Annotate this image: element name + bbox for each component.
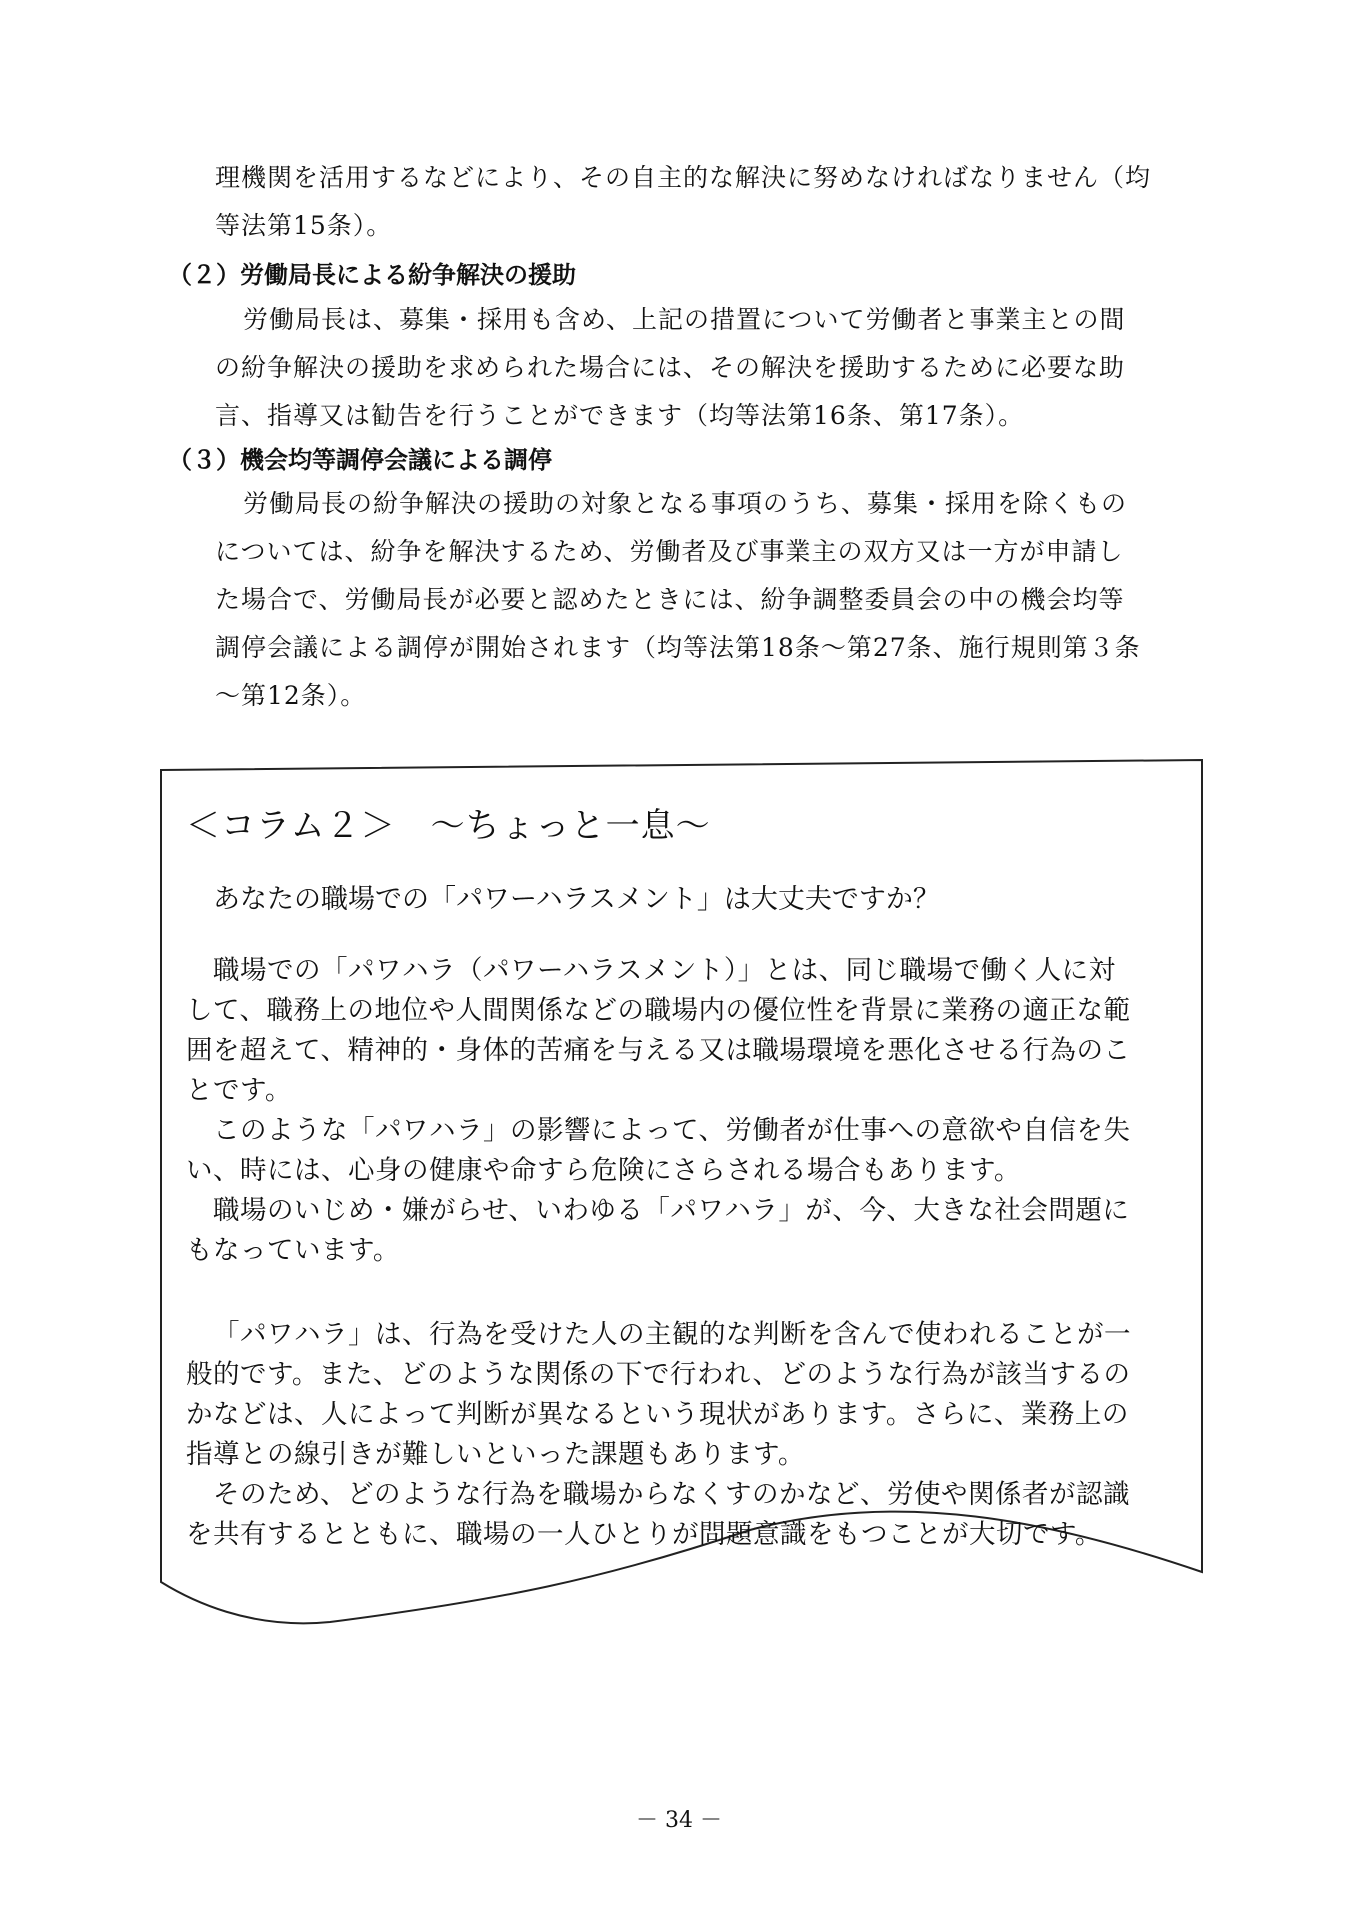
column-line: 指導との線引きが難しいといった課題もあります。 xyxy=(186,1439,805,1470)
column-line: そのため、どのような行為を職場からなくすのかなど、労使や関係者が認識 xyxy=(213,1479,1130,1510)
column-line: このような「パワハラ」の影響によって、労働者が仕事への意欲や自信を失 xyxy=(213,1115,1131,1146)
column-line: かなどは、人によって判断が異なるという現状があります。さらに、業務上の xyxy=(186,1399,1129,1430)
column-line: 職場のいじめ・嫌がらせ、いわゆる「パワハラ」が、今、大きな社会問題に xyxy=(213,1195,1130,1226)
column-line: い、時には、心身の健康や命すら危険にさらされる場合もあります。 xyxy=(186,1155,1021,1186)
column-line: とです。 xyxy=(186,1075,292,1106)
body-line: 労働局長の紛争解決の援助の対象となる事項のうち、募集・採用を除くもの xyxy=(243,489,1128,518)
column-line: を共有するとともに、職場の一人ひとりが問題意識をもつことが大切です。 xyxy=(186,1519,1102,1550)
column-subtitle: あなたの職場での「パワーハラスメント」は大丈夫ですか？ xyxy=(213,884,940,915)
body-line: た場合で、労働局長が必要と認めたときには、紛争調整委員会の中の機会均等 xyxy=(215,585,1125,614)
column-line: 般的です。また、どのような関係の下で行われ、どのような行為が該当するの xyxy=(186,1359,1131,1390)
section-heading: （３）機会均等調停会議による調停 xyxy=(168,446,552,474)
body-line: 理機関を活用するなどにより、その自主的な解決に努めなければなりません（均 xyxy=(215,163,1152,192)
column-title: ＜コラム２＞ ～ちょっと一息～ xyxy=(186,806,711,846)
body-line: については、紛争を解決するため、労働者及び事業主の双方又は一方が申請し xyxy=(215,537,1124,566)
body-line: の紛争解決の援助を求められた場合には、その解決を援助するために必要な助 xyxy=(215,353,1126,382)
column-line: 囲を超えて、精神的・身体的苦痛を与える又は職場環境を悪化させる行為のこ xyxy=(186,1035,1131,1066)
body-line: 調停会議による調停が開始されます（均等法第18条～第27条、施行規則第３条 xyxy=(215,633,1141,662)
body-line: 等法第15条）。 xyxy=(215,211,393,240)
body-line: 言、指導又は勧告を行うことができます（均等法第16条、第17条）。 xyxy=(215,401,1025,430)
column-line: 職場での「パワハラ（パワーハラスメント）」とは、同じ職場で働く人に対 xyxy=(213,955,1116,986)
body-line: 労働局長は、募集・採用も含め、上記の措置について労働者と事業主との間 xyxy=(243,305,1126,334)
column-line: して、職務上の地位や人間関係などの職場内の優位性を背景に業務の適正な範 xyxy=(186,995,1131,1026)
column-line: 「パワハラ」は、行為を受けた人の主観的な判断を含んで使われることが一 xyxy=(213,1319,1131,1350)
section-heading: （２）労働局長による紛争解決の援助 xyxy=(168,261,576,289)
body-line: ～第12条）。 xyxy=(215,681,367,710)
column-line: もなっています。 xyxy=(186,1235,400,1266)
page-number: － 34 － xyxy=(636,1808,722,1833)
